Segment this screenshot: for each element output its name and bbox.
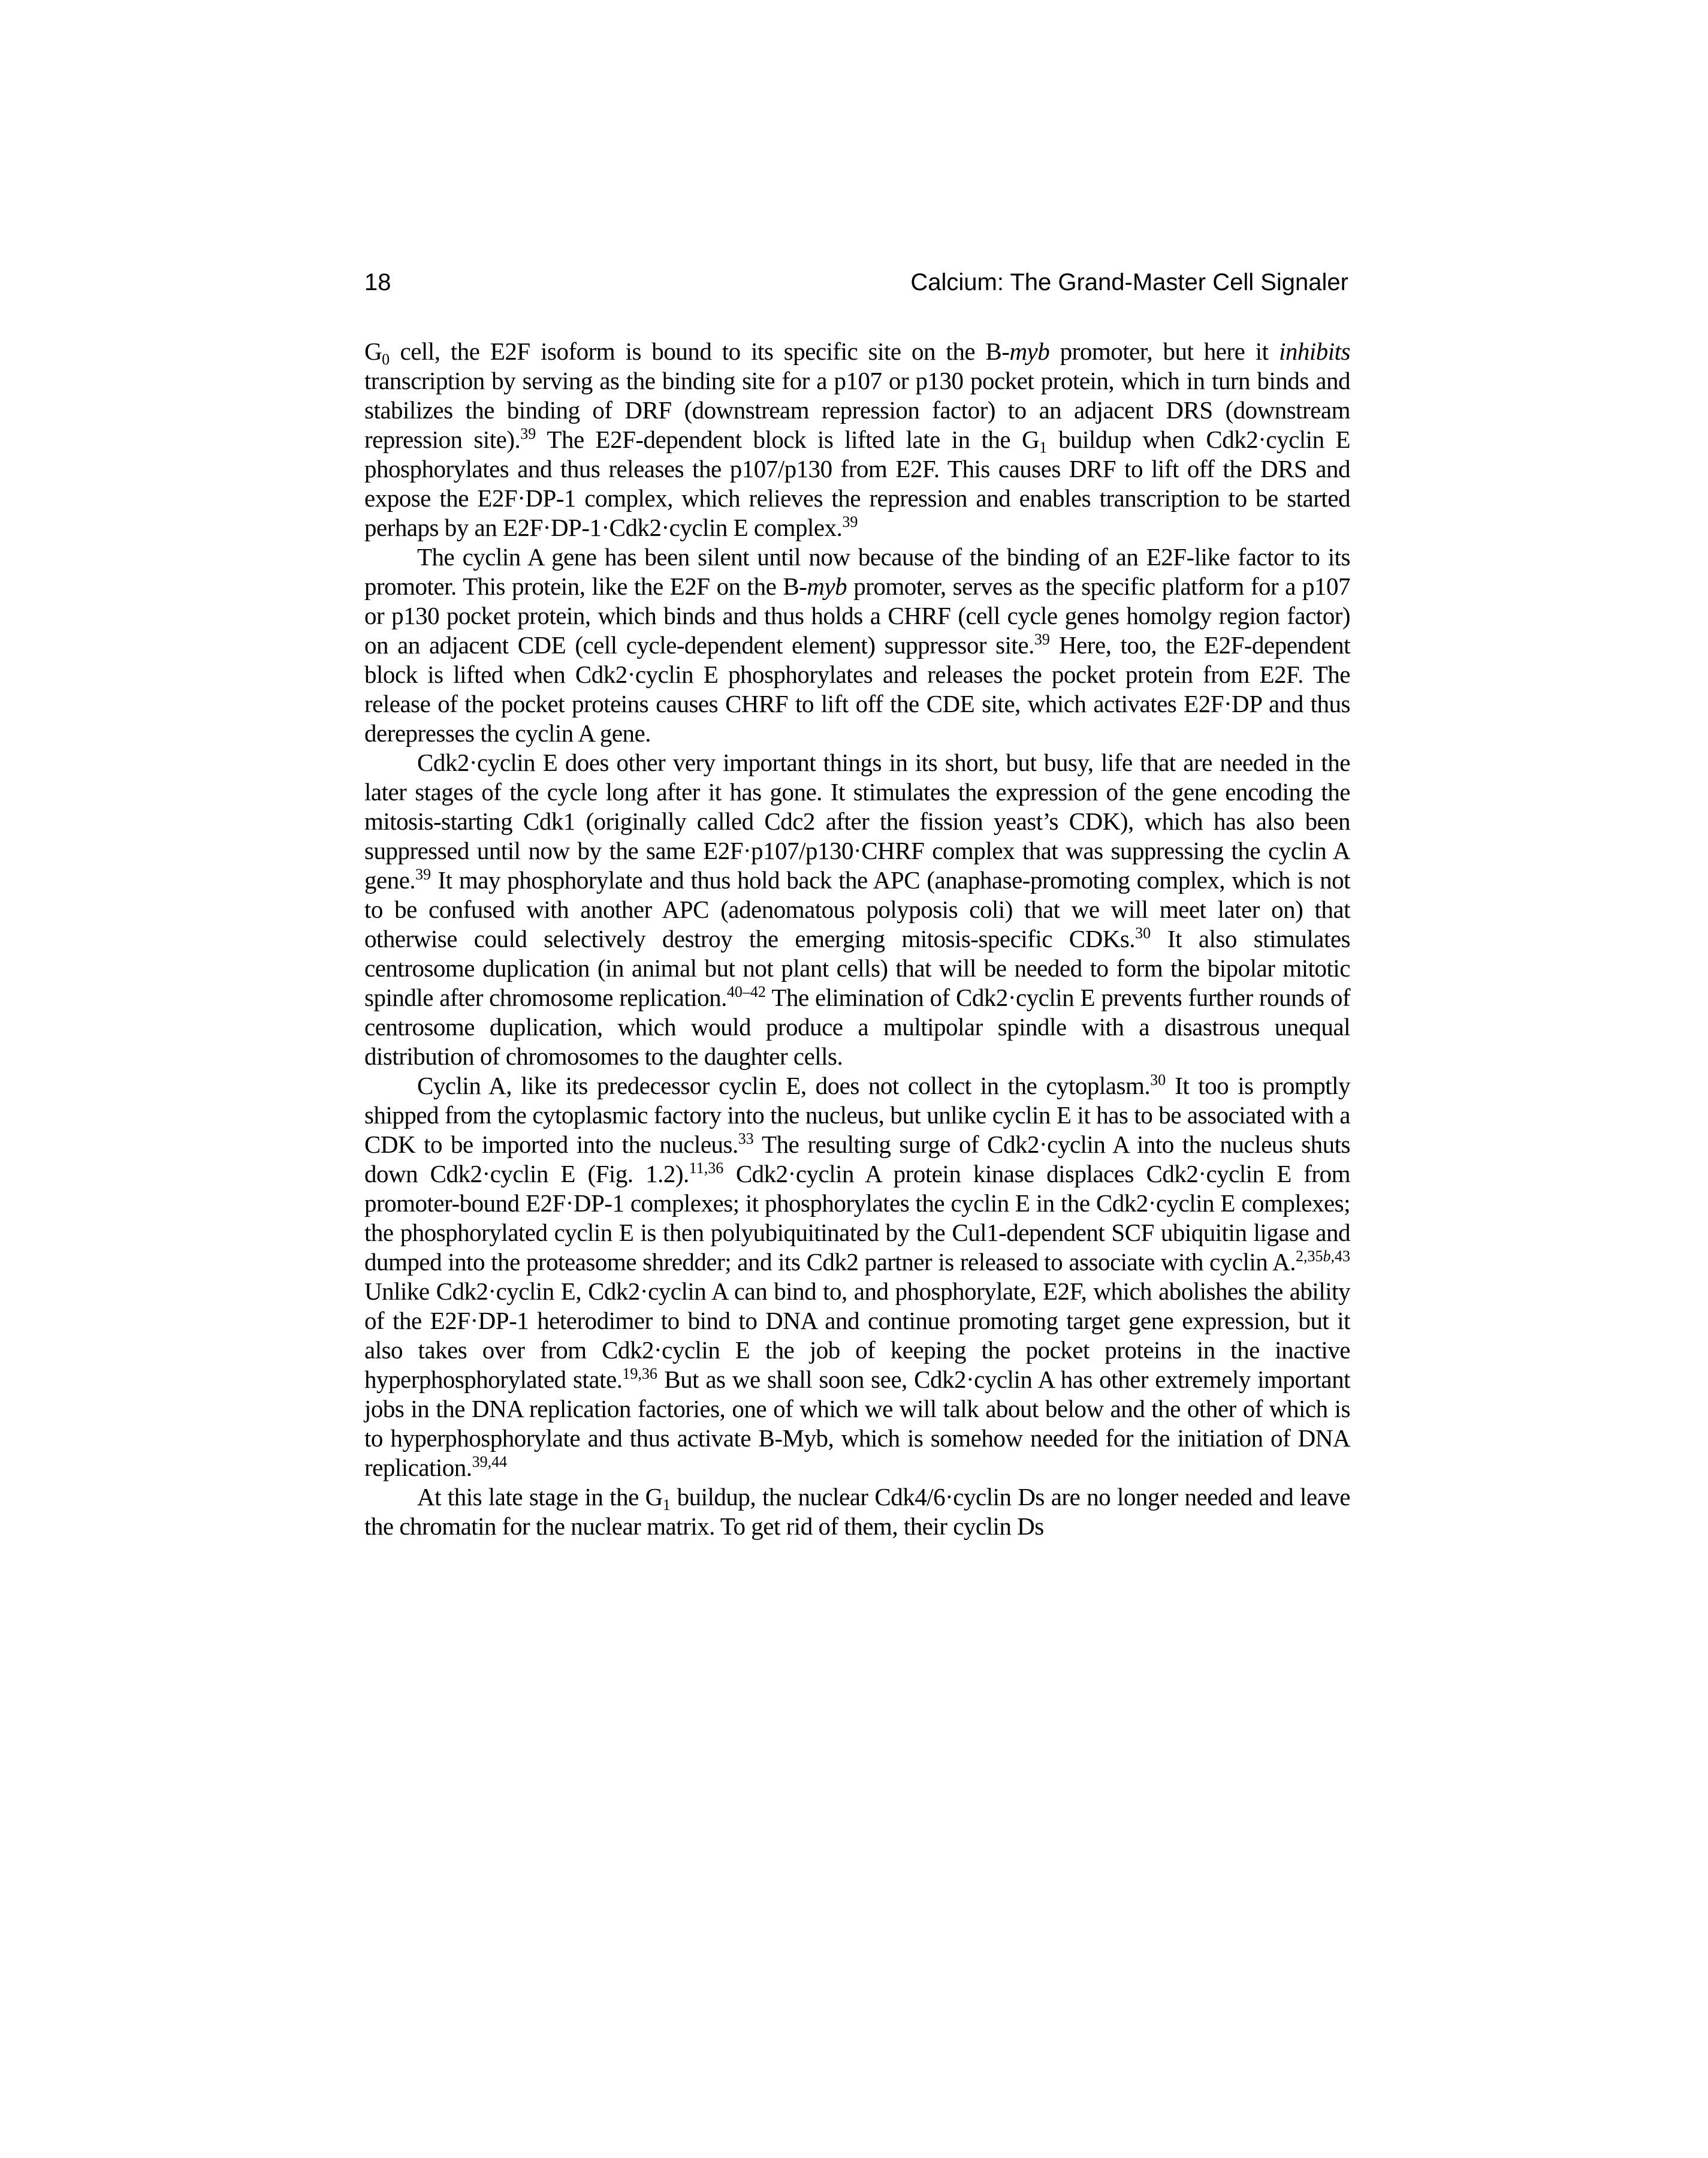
paragraph: Cyclin A, like its predecessor cyclin E, does not collect in the cytoplasm.$^{30}$ It too is promptly shipped from the cytoplasmic factory into the nucleus, but unlike cyclin E it has to be associated with a CDK to be imported into the nucleus.$^{33}$ The resulting surge of Cdk2·cyclin A into the nucleus shuts down Cdk2·cyclin E (Fig. 1.2).$^{11,36}$ Cdk2·cyclin A protein kinase displaces Cdk2·cyclin E from promoter-bound E2F·DP-1 complexes; it phosphorylates the cyclin E in the Cdk2·cyclin E complexes; the phosphorylated cyclin E is then polyubiquitinated by the Cul1-dependent SCF ubiquitin ligase and dumped into the proteasome shredder; and its Cdk2 partner is released to associate with cyclin A.$^{2,35b,43}$ Unlike Cdk2·cyclin E, Cdk2·cyclin A can bind to, and phosphorylate, E2F, which abolishes the ability of the E2F·DP-1 heterodimer to bind to DNA and continue promoting target gene expression, but it also takes over from Cdk2·cyclin E the job of keeping the pocket proteins in the inactive hyperphosphorylated state.$^{19,36}$ But as we shall soon see, Cdk2·cyclin A has other extremely important jobs in the DNA replication factories, one of which we will talk about below and the other of which is to hyperphosphorylate and thus activate B-Myb, which is somehow needed for the initiation of DNA replication.$^{39,44}$ (364, 1071, 1351, 1481)
page-number: 18 (364, 269, 391, 296)
paragraph: At this late stage in the $G_1$ buildup, the nuclear Cdk4/6·cyclin Ds are no longer needed and leave the chromatin for the nuclear matrix. To get rid of them, their cyclin Ds (364, 1483, 1350, 1540)
body-text (364, 337, 1350, 1541)
paragraph: The cyclin A gene has been silent until now because of the binding of an E2F-like factor to its promoter. This protein, like the E2F on the B-myb promoter, serves as the specific platform for a p107 or p130 pocket protein, which binds and thus holds a CHRF (cell cycle genes homolgy region factor) on an adjacent CDE (cell cycle-dependent element) suppressor site.$^{39}$ Here, too, the E2F-dependent block is lifted when Cdk2·cyclin E phosphorylates and releases the pocket protein from E2F. The release of the pocket proteins causes CHRF to lift off the CDE site, which activates E2F·DP and thus derepresses the cyclin A gene. (364, 543, 1351, 747)
paragraph: Cdk2·cyclin E does other very important things in its short, but busy, life that are needed in the later stages of the cycle long after it has gone. It stimulates the expression of the gene encoding the mitosis-starting Cdk1 (originally called Cdc2 after the fission yeast’s CDK), which has also been suppressed until now by the same E2F·p107/p130·CHRF complex that was suppressing the cyclin A gene.$^{39}$ It may phosphorylate and thus hold back the APC (anaphase-promoting complex, which is not to be confused with another APC (adenomatous polyposis coli) that we will meet later on) that otherwise could selectively destroy the emerging mitosis-specific CDKs.$^{30}$ It also stimulates centrosome duplication (in animal but not plant cells) that will be needed to form the bipolar mitotic spindle after chromosome replication.$^{40-42}$ The elimination of Cdk2·cyclin E prevents further rounds of centrosome duplication, which would produce a multipolar spindle with a disastrous unequal distribution of chromosomes to the daughter cells. (364, 749, 1350, 1070)
running-title: Calcium: The Grand-Master Cell Signaler (910, 269, 1348, 296)
paragraph: $G_0$ cell, the E2F isoform is bound to its specific site on the B-myb promoter, but here it inhibits transcription by serving as the binding site for a p107 or p130 pocket protein, which in turn binds and stabilizes the binding of DRF (downstream repression factor) to an adjacent DRS (downstream repression site).$^{39}$ The E2F-dependent block is lifted late in the $G_1$ buildup when Cdk2·cyclin E phosphorylates and thus releases the p107/p130 from E2F. This causes DRF to lift off the DRS and expose the E2F·DP-1 complex, which relieves the repression and enables transcription to be started perhaps by an E2F·DP-1·Cdk2·cyclin E complex.$^{39}$ (364, 337, 1351, 541)
running-header (364, 269, 1348, 296)
